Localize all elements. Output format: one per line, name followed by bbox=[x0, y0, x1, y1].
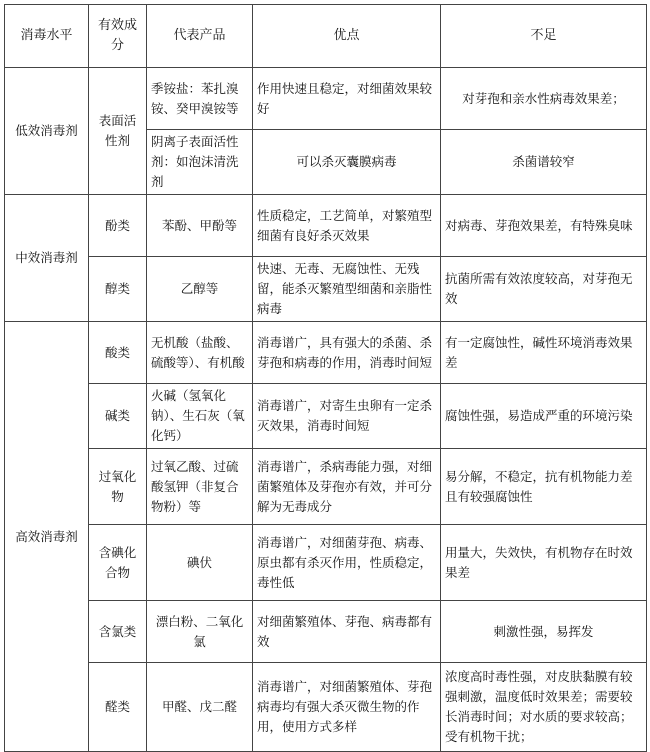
product-cell: 漂白粉、二氧化氯 bbox=[147, 601, 253, 663]
disinfectant-table-container bbox=[4, 4, 646, 746]
level-cell-mid: 中效消毒剂 bbox=[5, 195, 89, 322]
disadvantage-cell: 浓度高时毒性强，对皮肤黏膜有较强刺激，温度低时效果差；需要较长消毒时间；对水质的要求较高；受有机物干扰； bbox=[441, 663, 647, 752]
level-cell-low: 低效消毒剂 bbox=[5, 68, 89, 195]
ingredient-cell: 表面活性剂 bbox=[89, 68, 147, 195]
advantage-cell: 消毒谱广，具有强大的杀菌、杀芽孢和病毒的作用，消毒时间短 bbox=[253, 322, 441, 384]
header-advantage: 优点 bbox=[253, 5, 441, 68]
ingredient-cell: 醛类 bbox=[89, 663, 147, 752]
header-disadvantage: 不足 bbox=[441, 5, 647, 68]
disadvantage-cell: 对病毒、芽孢效果差，有特殊臭味 bbox=[441, 195, 647, 257]
product-cell: 火碱（氢氧化钠）、生石灰（氧化钙） bbox=[147, 384, 253, 449]
advantage-cell: 消毒谱广，杀病毒能力强，对细菌繁殖体及芽孢亦有效，并可分解为无毒成分 bbox=[253, 449, 441, 525]
ingredient-cell: 酸类 bbox=[89, 322, 147, 384]
advantage-cell: 对细菌繁殖体、芽孢、病毒都有效 bbox=[253, 601, 441, 663]
product-cell: 季铵盐：苯扎溴铵、癸甲溴铵等 bbox=[147, 68, 253, 130]
table-row bbox=[5, 384, 647, 449]
disadvantage-cell: 杀菌谱较窄 bbox=[441, 130, 647, 195]
table-row bbox=[5, 449, 647, 525]
table-row bbox=[5, 525, 647, 601]
disadvantage-cell: 腐蚀性强，易造成严重的环境污染 bbox=[441, 384, 647, 449]
advantage-cell: 性质稳定，工艺简单，对繁殖型细菌有良好杀灭效果 bbox=[253, 195, 441, 257]
disadvantage-cell: 对芽孢和亲水性病毒效果差； bbox=[441, 68, 647, 130]
advantage-cell: 消毒谱广，对细菌芽孢、病毒、原虫都有杀灭作用，性质稳定，毒性低 bbox=[253, 525, 441, 601]
disadvantage-cell: 有一定腐蚀性，碱性环境消毒效果差 bbox=[441, 322, 647, 384]
table-row bbox=[5, 601, 647, 663]
disadvantage-cell: 易分解，不稳定，抗有机物能力差且有较强腐蚀性 bbox=[441, 449, 647, 525]
product-cell: 苯酚、甲酚等 bbox=[147, 195, 253, 257]
disadvantage-cell: 抗菌所需有效浓度较高，对芽孢无效 bbox=[441, 257, 647, 322]
header-row bbox=[5, 5, 647, 68]
advantage-cell: 消毒谱广，对寄生虫卵有一定杀灭效果，消毒时间短 bbox=[253, 384, 441, 449]
header-ingredient: 有效成分 bbox=[89, 5, 147, 68]
ingredient-cell: 含碘化合物 bbox=[89, 525, 147, 601]
ingredient-cell: 酚类 bbox=[89, 195, 147, 257]
product-cell: 乙醇等 bbox=[147, 257, 253, 322]
table-row bbox=[5, 322, 647, 384]
product-cell: 甲醛、戊二醛 bbox=[147, 663, 253, 752]
ingredient-cell: 碱类 bbox=[89, 384, 147, 449]
product-cell: 过氧乙酸、过硫酸氢钾（非复合物粉）等 bbox=[147, 449, 253, 525]
table-row bbox=[5, 68, 647, 130]
advantage-cell: 快速、无毒、无腐蚀性、无残留，能杀灭繁殖型细菌和亲脂性病毒 bbox=[253, 257, 441, 322]
table-row bbox=[5, 663, 647, 752]
table-row bbox=[5, 195, 647, 257]
advantage-cell: 消毒谱广，对细菌繁殖体、芽孢病毒均有强大杀灭微生物的作用，使用方式多样 bbox=[253, 663, 441, 752]
product-cell: 碘伏 bbox=[147, 525, 253, 601]
header-level: 消毒水平 bbox=[5, 5, 89, 68]
ingredient-cell: 醇类 bbox=[89, 257, 147, 322]
advantage-cell: 可以杀灭囊膜病毒 bbox=[253, 130, 441, 195]
product-cell: 无机酸（盐酸、硫酸等）、有机酸 bbox=[147, 322, 253, 384]
disadvantage-cell: 用量大，失效快，有机物存在时效果差 bbox=[441, 525, 647, 601]
header-product: 代表产品 bbox=[147, 5, 253, 68]
disinfectant-comparison-table bbox=[4, 4, 647, 752]
product-cell: 阴离子表面活性剂：如泡沫清洗剂 bbox=[147, 130, 253, 195]
table-row bbox=[5, 257, 647, 322]
ingredient-cell: 过氧化物 bbox=[89, 449, 147, 525]
level-cell-high: 高效消毒剂 bbox=[5, 322, 89, 752]
disadvantage-cell: 刺激性强，易挥发 bbox=[441, 601, 647, 663]
advantage-cell: 作用快速且稳定，对细菌效果较好 bbox=[253, 68, 441, 130]
ingredient-cell: 含氯类 bbox=[89, 601, 147, 663]
